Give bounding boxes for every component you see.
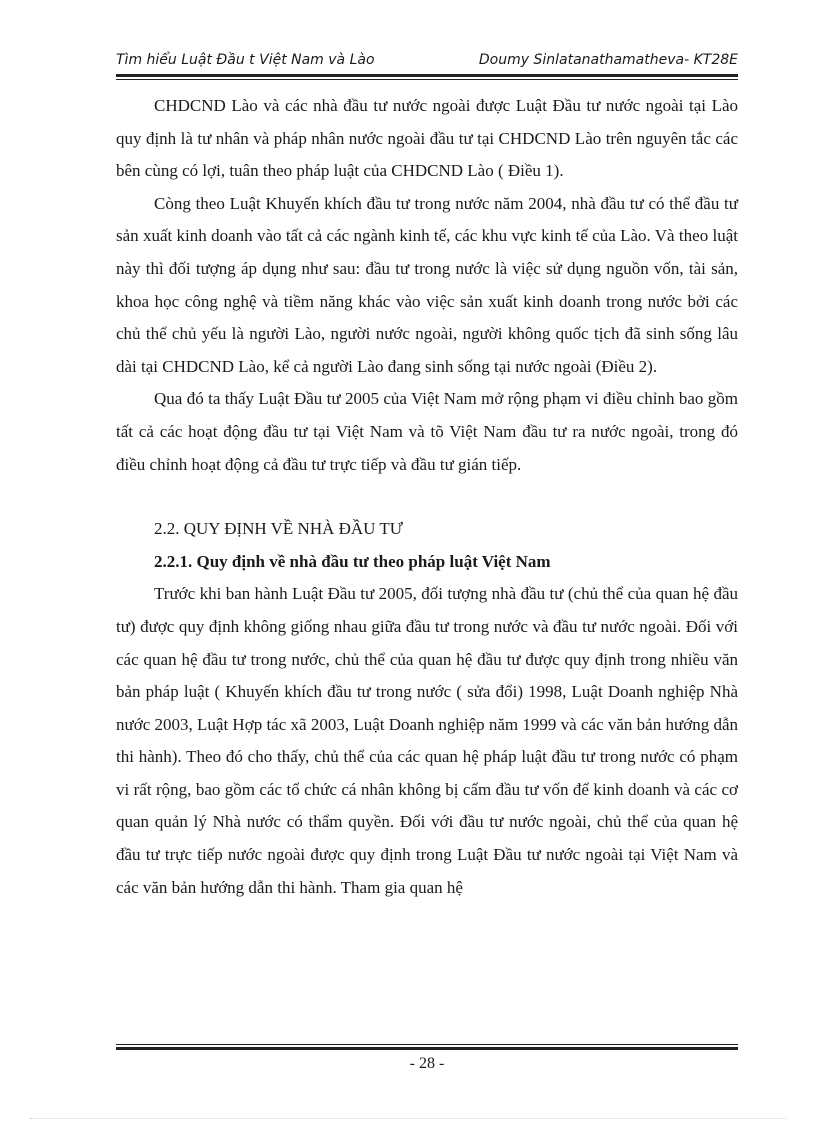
header-author: Doumy Sinlatanathamatheva- KT28E [478,52,738,68]
header-rule-thin [116,79,738,80]
footer-rule-thick [116,1047,738,1050]
page-header [116,48,738,74]
paragraph-1: CHDCND Lào và các nhà đầu tư nước ngoài được Luật Đầu tư nước ngoài tại Lào quy định là tư nhân và pháp nhân nước ngoài đầu tư tại CHDCND Lào trên nguyên tắc các bên cùng có lợi, tuân theo pháp luật của CHDCND Lào ( Điều 1). [116,96,738,181]
paragraph-3: Qua đó ta thấy Luật Đầu tư 2005 của Việt Nam mở rộng phạm vi điều chỉnh bao gồm tất cả các hoạt động đầu tư tại Việt Nam và tõ Việt Nam đầu tư ra nước ngoài, trong đó điều chỉnh hoạt động cả đầu tư trực tiếp và đầu tư gián tiếp. [116,389,738,474]
spacer [116,481,738,513]
page-edge-dots [30,1118,786,1119]
footer-rule-thin [116,1044,738,1045]
header-rule-thick [116,74,738,77]
header-title: Tìm hiểu Luật Đầu t Việt Nam và Lào [116,52,375,68]
paragraph-2: Còng theo Luật Khuyến khích đầu tư trong nước năm 2004, nhà đầu tư có thể đầu tư sản xuất kinh doanh vào tất cả các ngành kinh tế, các khu vực kinh tế của Lào. Và theo luật này thì đối tượng áp dụng như sau: đầu tư trong nước là việc sử dụng nguồn vốn, tài sản, khoa học công nghệ và tiềm năng khác vào việc sản xuất kinh doanh trong nước bởi các chủ thể chủ yếu là người Lào, người nước ngoài, người không quốc tịch đã sinh sống lâu dài tại CHDCND Lào, kể cả người Lào đang sinh sống tại nước ngoài (Điều 2). [116,193,738,376]
paragraph-4: Trước khi ban hành Luật Đầu tư 2005, đối tượng nhà đầu tư (chủ thể của quan hệ đầu tư) được quy định không giống nhau giữa đầu tư trong nước và đầu tư nước ngoài. Đối với các quan hệ đầu tư trong nước, chủ thể của quan hệ đầu tư được quy định trong nhiều văn bản pháp luật ( Khuyến khích đầu tư trong nước ( sửa đổi) 1998, Luật Doanh nghiệp Nhà nước 2003, Luật Hợp tác xã 2003, Luật Doanh nghiệp năm 1999 và các văn bản hướng dẫn thi hành). Theo đó cho thấy, chủ thể của các quan hệ pháp luật đầu tư trong nước có phạm vi rất rộng, bao gồm các tổ chức cá nhân không bị cấm đầu tư vốn để kinh doanh và các cơ quan quản lý Nhà nước có thẩm quyền. Đối với đầu tư nước ngoài, chủ thể của quan hệ đầu tư trực tiếp nước ngoài được quy định trong Luật Đầu tư nước ngoài tại Việt Nam và các văn bản hướng dẫn thi hành. Tham gia quan hệ [116,584,738,897]
section-heading: 2.2. QUY ĐỊNH VỀ NHÀ ĐẦU TƯ [154,519,403,539]
page-number: - 28 - [409,1055,445,1072]
document-body [116,90,738,904]
subsection-heading: 2.2.1. Quy định về nhà đầu tư theo pháp luật Việt Nam [154,551,551,571]
